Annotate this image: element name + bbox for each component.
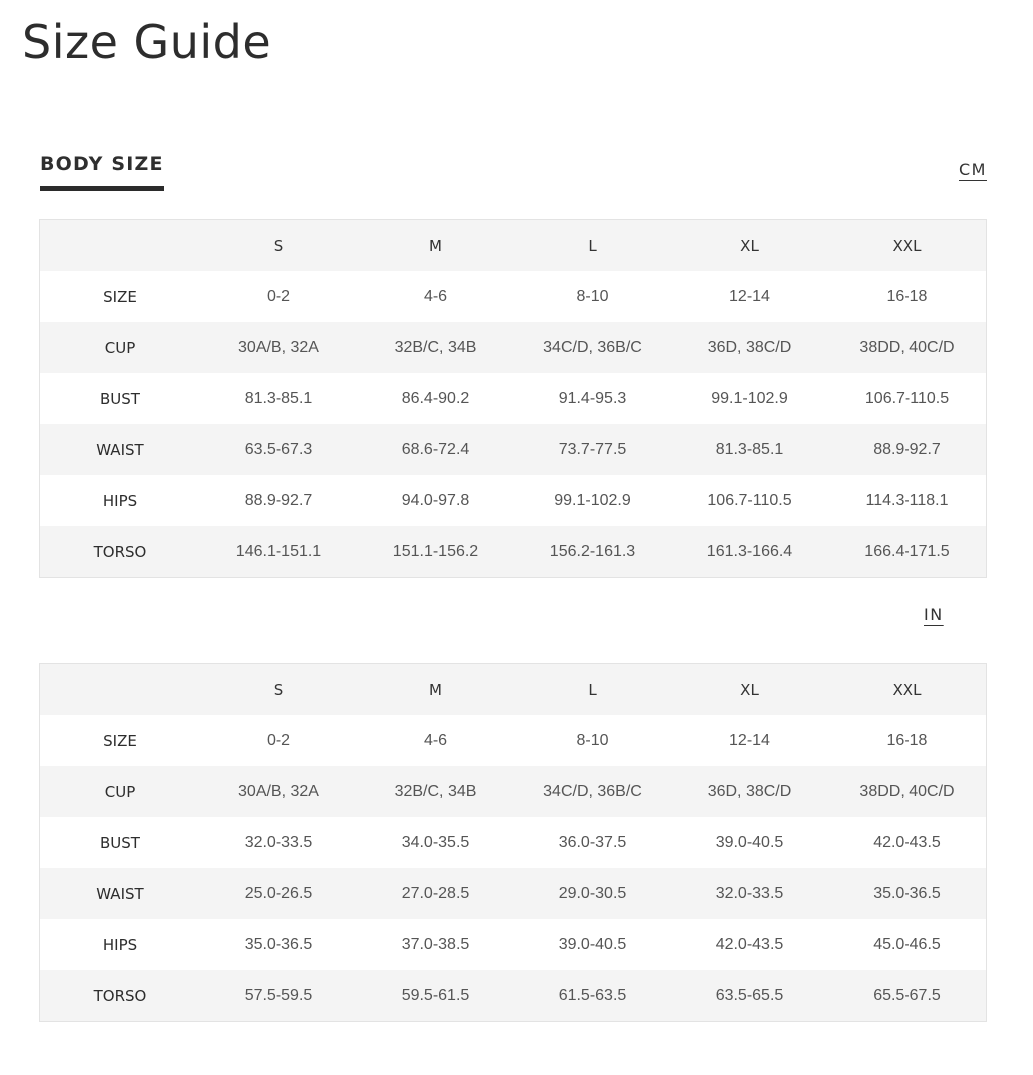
table-cell: 32.0-33.5 (715, 884, 784, 902)
table-cell: 4-6 (423, 731, 448, 749)
column-header-xxl: XXL (892, 680, 922, 699)
table-cell: 8-10 (576, 287, 609, 305)
table-cell: 166.4-171.5 (864, 542, 950, 560)
table-cell: 151.1-156.2 (392, 542, 479, 560)
table-cell: 61.5-63.5 (558, 986, 627, 1004)
table-cell: 94.0-97.8 (401, 491, 470, 509)
table-cell: 57.5-59.5 (244, 986, 313, 1004)
table-cell: 42.0-43.5 (715, 935, 784, 953)
table-cell: 146.1-151.1 (235, 542, 322, 560)
table-cell: 16-18 (886, 731, 928, 749)
table-cell: 38DD, 40C/D (859, 782, 955, 800)
table-cell: 86.4-90.2 (401, 389, 470, 407)
table-cell: 81.3-85.1 (715, 440, 784, 458)
table-row (40, 373, 986, 424)
table-row (40, 271, 986, 322)
table-cell: 34C/D, 36B/C (543, 338, 642, 356)
table-cell: 73.7-77.5 (558, 440, 627, 458)
table-row (40, 817, 986, 868)
row-label: TORSO (93, 986, 147, 1005)
table-cell: 106.7-110.5 (864, 389, 950, 407)
table-cell: 36.0-37.5 (558, 833, 627, 851)
table-cell: 25.0-26.5 (244, 884, 313, 902)
column-header-xl: XL (740, 236, 759, 255)
table-cell: 32.0-33.5 (244, 833, 313, 851)
table-header-row (40, 220, 986, 271)
unit-in-link[interactable]: IN (924, 605, 944, 624)
table-cell: 114.3-118.1 (865, 491, 949, 509)
table-row (40, 919, 986, 970)
row-label: WAIST (96, 440, 144, 459)
table-cell: 156.2-161.3 (549, 542, 636, 560)
table-row (40, 424, 986, 475)
table-cell: 59.5-61.5 (401, 986, 470, 1004)
table-cell: 38DD, 40C/D (859, 338, 955, 356)
column-header-xxl: XXL (892, 236, 922, 255)
row-label: HIPS (102, 491, 138, 510)
row-label: HIPS (102, 935, 138, 954)
table-cell: 39.0-40.5 (558, 935, 627, 953)
table-cell: 12-14 (729, 731, 770, 749)
table-cell: 161.3-166.4 (706, 542, 793, 560)
table-cell: 30A/B, 32A (238, 338, 319, 356)
table-cell: 106.7-110.5 (707, 491, 792, 509)
table-cell: 68.6-72.4 (401, 440, 470, 458)
table-row (40, 766, 986, 817)
table-cell: 35.0-36.5 (244, 935, 313, 953)
table-cell: 8-10 (576, 731, 609, 749)
table-cell: 36D, 38C/D (707, 338, 792, 356)
table-cell: 65.5-67.5 (873, 986, 941, 1004)
table-cell: 27.0-28.5 (401, 884, 470, 902)
table-cell: 0-2 (266, 731, 291, 749)
row-label: SIZE (103, 731, 137, 750)
row-label: BUST (100, 833, 140, 852)
table-cell: 12-14 (729, 287, 770, 305)
table-header-row (40, 664, 986, 715)
table-cell: 34C/D, 36B/C (543, 782, 642, 800)
size-table-cm (39, 219, 987, 578)
table-cell: 45.0-46.5 (873, 935, 941, 953)
column-header-xl: XL (740, 680, 759, 699)
table-cell: 32B/C, 34B (394, 782, 477, 800)
table-row (40, 526, 986, 577)
table-cell: 63.5-67.3 (244, 440, 313, 458)
column-header-m: M (429, 236, 442, 255)
table-row (40, 868, 986, 919)
table-cell: 91.4-95.3 (558, 389, 627, 407)
row-label: WAIST (96, 884, 144, 903)
table-cell: 36D, 38C/D (707, 782, 792, 800)
tab-body-size[interactable] (40, 150, 164, 191)
table-row (40, 322, 986, 373)
table-cell: 32B/C, 34B (394, 338, 477, 356)
table-row (40, 970, 986, 1021)
table-cell: 88.9-92.7 (244, 491, 313, 509)
page-title: Size Guide (22, 15, 272, 69)
table-cell: 81.3-85.1 (244, 389, 313, 407)
table-cell: 29.0-30.5 (558, 884, 627, 902)
table-cell: 99.1-102.9 (554, 491, 631, 509)
column-header-l: L (588, 236, 597, 255)
table-cell: 16-18 (886, 287, 928, 305)
table-row (40, 715, 986, 766)
row-label: CUP (104, 338, 136, 357)
table-cell: 30A/B, 32A (238, 782, 319, 800)
column-header-l: L (588, 680, 597, 699)
row-label: BUST (100, 389, 140, 408)
tab-body-size-label: BODY SIZE (40, 153, 164, 175)
table-row (40, 475, 986, 526)
column-header-s: S (273, 236, 284, 255)
table-cell: 34.0-35.5 (401, 833, 470, 851)
table-cell: 63.5-65.5 (715, 986, 784, 1004)
table-cell: 42.0-43.5 (873, 833, 941, 851)
table-cell: 4-6 (423, 287, 448, 305)
column-header-s: S (273, 680, 284, 699)
table-cell: 99.1-102.9 (711, 389, 788, 407)
table-cell: 35.0-36.5 (873, 884, 941, 902)
table-cell: 37.0-38.5 (401, 935, 470, 953)
row-label: SIZE (103, 287, 137, 306)
size-table-in (39, 663, 987, 1022)
unit-cm-link[interactable]: CM (959, 160, 987, 179)
row-label: CUP (104, 782, 136, 801)
table-cell: 0-2 (266, 287, 291, 305)
row-label: TORSO (93, 542, 147, 561)
column-header-m: M (429, 680, 442, 699)
table-cell: 88.9-92.7 (873, 440, 941, 458)
table-cell: 39.0-40.5 (715, 833, 784, 851)
